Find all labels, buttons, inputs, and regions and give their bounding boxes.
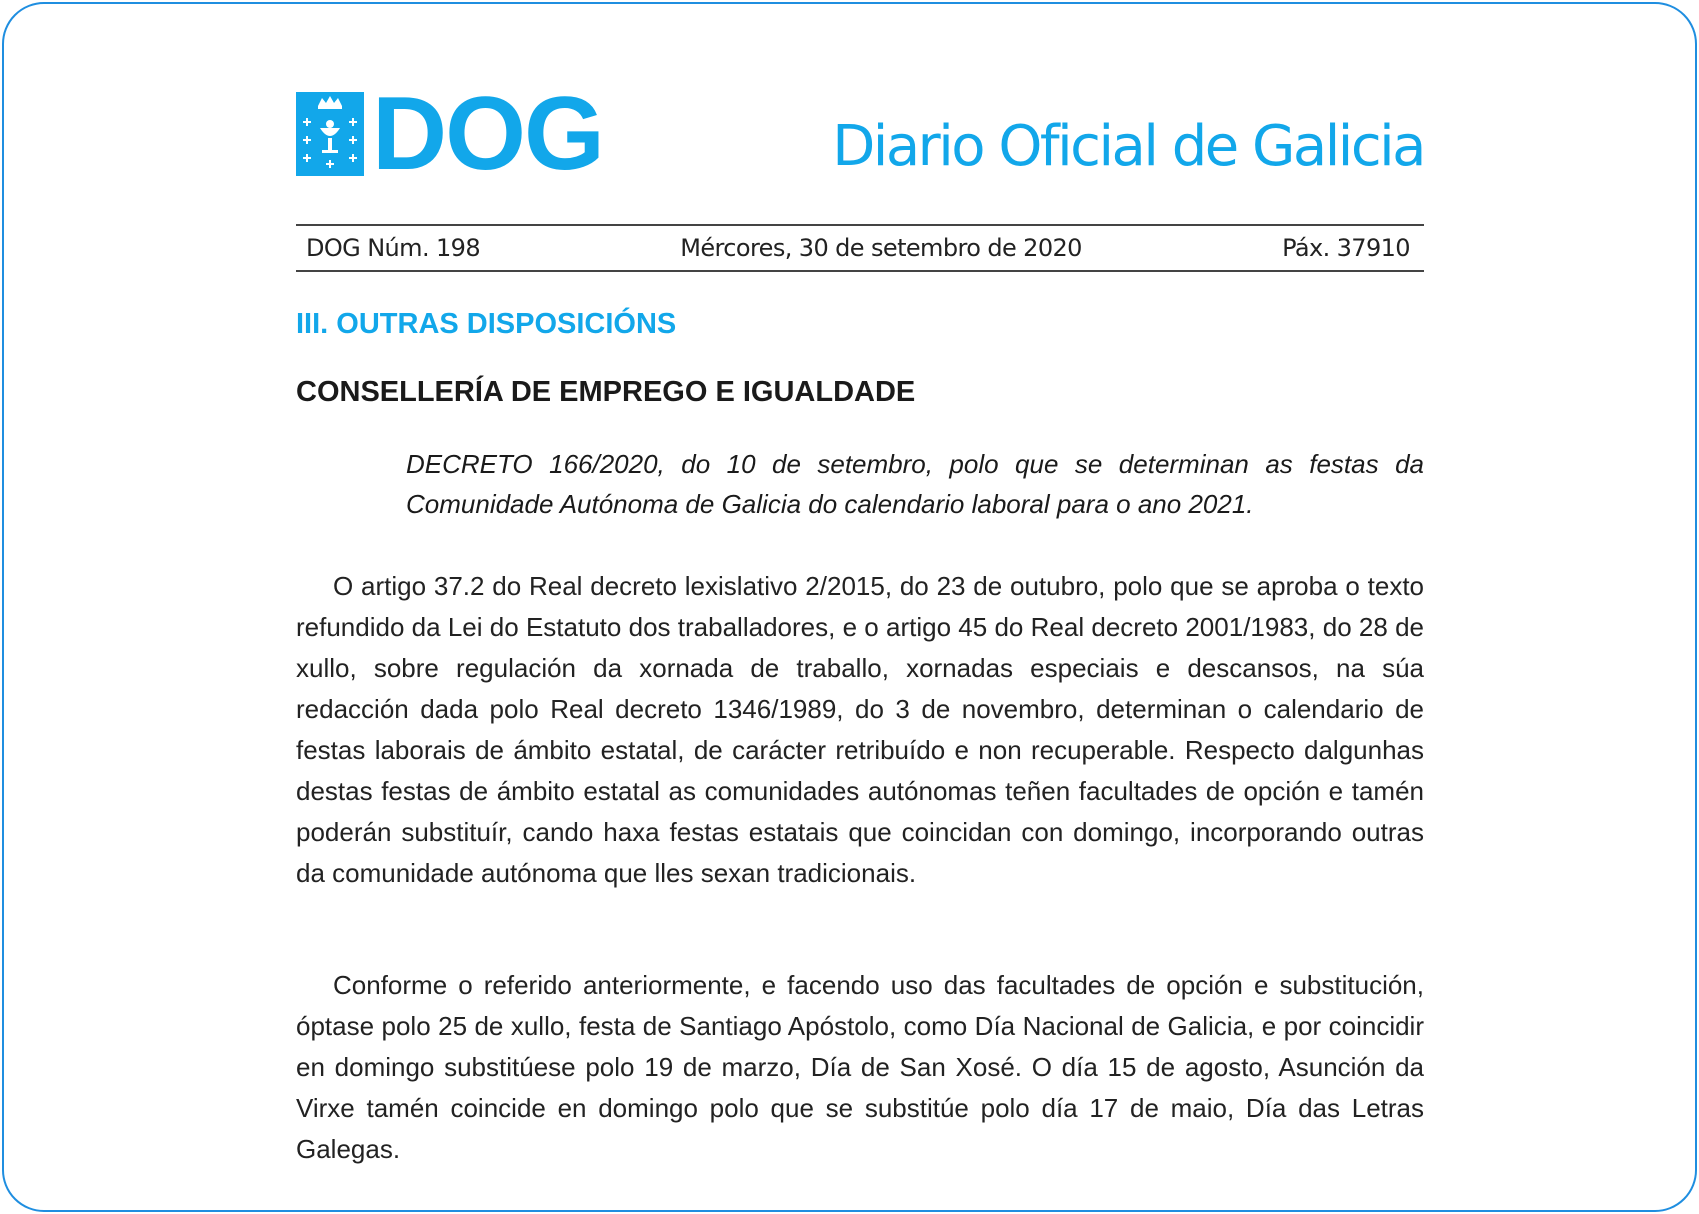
- page-number: Páx. 37910: [1282, 234, 1410, 262]
- document-frame: [2, 2, 1697, 1212]
- decree-title: DECRETO 166/2020, do 10 de setembro, polo que se determinan as festas da Comunidade Autónoma de Galicia do calendario laboral para o ano 2021.: [406, 449, 1424, 519]
- paragraph-2: Conforme o referido anteriormente, e facendo uso das facultades de opción e substitución, óptase polo 25 de xullo, festa de Santiago Apóstolo, como Día Nacional de Galicia, e por coincidir en domingo substitúese polo 19 de marzo, Día de San Xosé. O día 15 de agosto, Asunción da Virxe tamén coincide en domingo polo que se substitúe polo día 17 de maio, Día das Letras Galegas.: [296, 970, 1424, 1164]
- paragraph-1: O artigo 37.2 do Real decreto lexislativo 2/2015, do 23 de outubro, polo que se aproba o texto refundido da Lei do Estatuto dos traballadores, e o artigo 45 do Real decreto 2001/1983, do 28 de xullo, sobre regulación da xornada de traballo, xornadas especiais e descansos, na súa redacción dada polo Real decreto 1346/1989, do 3 de novembro, determinan o calendario de festas laborais de ámbito estatal, de carácter retribuído e non recuperable. Respecto dalgunhas destas festas de ámbito estatal as comunidades autónomas teñen facultades de opción e tamén poderán substituír, cando haxa festas estatais que coincidan con domingo, incorporando outras da comunidade autónoma que lles sexan tradicionais.: [296, 571, 1424, 888]
- issue-date: Mércores, 30 de setembro de 2020: [680, 234, 1082, 262]
- issue-number: DOG Núm. 198: [306, 234, 481, 262]
- header-rule-bottom: [296, 270, 1424, 272]
- header-rule-top: [296, 224, 1424, 226]
- department-title: CONSELLERÍA DE EMPREGO E IGUALDADE: [296, 376, 916, 408]
- section-title: III. OUTRAS DISPOSICIÓNS: [296, 308, 677, 340]
- dog-logo: [296, 76, 603, 192]
- logo-text: DOG: [372, 76, 603, 192]
- issue-bar: [306, 228, 1410, 268]
- galicia-coat-of-arms-icon: [296, 92, 364, 176]
- masthead-title: Diario Oficial de Galicia: [832, 114, 1424, 179]
